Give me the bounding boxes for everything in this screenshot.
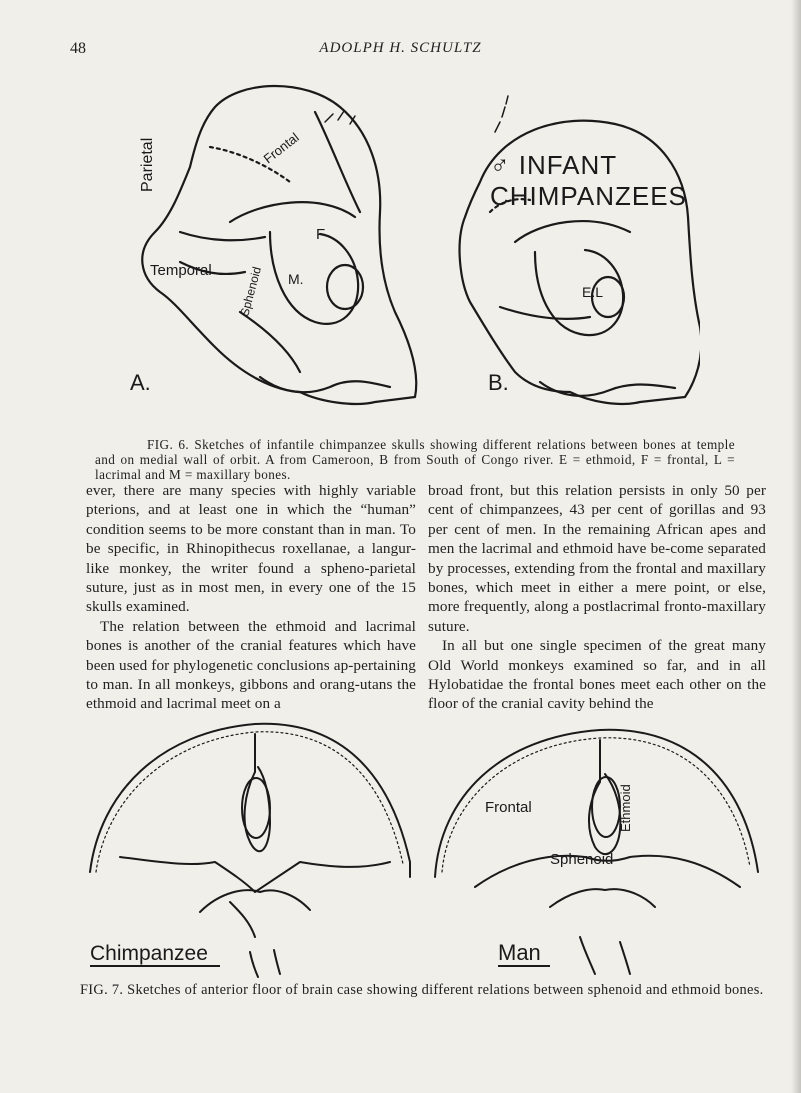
skull-a-drawing (142, 86, 416, 404)
label-b: B. (488, 370, 509, 395)
figure-7-caption: FIG. 7. Sketches of anterior floor of brain case showing different relations between sphenoid and ethmoid bones. (80, 982, 764, 998)
label-temporal: Temporal (150, 262, 212, 279)
running-head: ADOLPH H. SCHULTZ (319, 40, 482, 56)
figure-6-title: ♂ INFANT CHIMPANZEES (490, 150, 687, 211)
label-el: E.L (582, 284, 604, 300)
label-sphenoid: Sphenoid (237, 265, 265, 318)
label-frontal: Frontal (260, 129, 302, 167)
skull-b-drawing (460, 96, 700, 404)
label-man: Man (498, 940, 541, 965)
figure-6-drawing (120, 72, 700, 432)
label-ethmoid: Ethmoid (618, 784, 633, 832)
body-paragraph: In all but one single specimen of the great many Old World monkeys examined so far, and in all Hylobatidae the frontal bones meet each other on the floor of the cranial cavity behind the (428, 637, 766, 713)
label-frontal-fig7: Frontal (485, 799, 532, 816)
body-column-right (428, 481, 766, 714)
figure-7 (80, 712, 770, 982)
body-paragraph: broad front, but this relation persists in only 50 per cent of chimpanzees, 43 per cent of gorillas and 93 per cent of men. In the remaining African apes and men the lacrimal and ethmoid have be-come separated by processes, extending from the frontal and maxillary bones, which meet in either a mere point, or else, more frequently, along a postlacrimal fronto-maxillary suture. (428, 482, 766, 635)
label-m: M. (288, 271, 304, 287)
page-edge-shadow (791, 0, 801, 1093)
figure-6-caption: FIG. 6. Sketches of infantile chimpanzee skulls showing different relations between bones at temple and on medial wall of orbit. A from Cameroon, B from South of Congo river. E = ethmoid, F = frontal, L = lacrimal and M = maxillary bones. (95, 437, 735, 482)
chimpanzee-floor-drawing (90, 724, 410, 977)
page-number: 48 (70, 40, 86, 57)
label-parietal: Parietal (139, 137, 156, 192)
body-column-left (86, 481, 416, 714)
body-paragraph: The relation between the ethmoid and lacrimal bones is another of the cranial features which have been used for phylogenetic conclusions ap-pertaining to man. In all monkeys, gibbons and orang-utans the ethmoid and lacrimal meet on a (86, 617, 416, 713)
label-a: A. (130, 370, 151, 395)
label-chimpanzee: Chimpanzee (90, 942, 208, 965)
label-sphenoid-fig7: Sphenoid (550, 851, 614, 868)
figure-7-drawing (80, 712, 770, 982)
figure-6 (120, 72, 700, 432)
label-f: F (316, 226, 326, 243)
body-paragraph: ever, there are many species with highly variable pterions, and at least one in which the “human” condition seems to be more constant than in man. To be specific, in Rhinopithecus roxellanae, a langur-like monkey, the writer found a spheno-parietal suture, just as in most men, in every one of the 15 skulls examined. (86, 482, 416, 616)
